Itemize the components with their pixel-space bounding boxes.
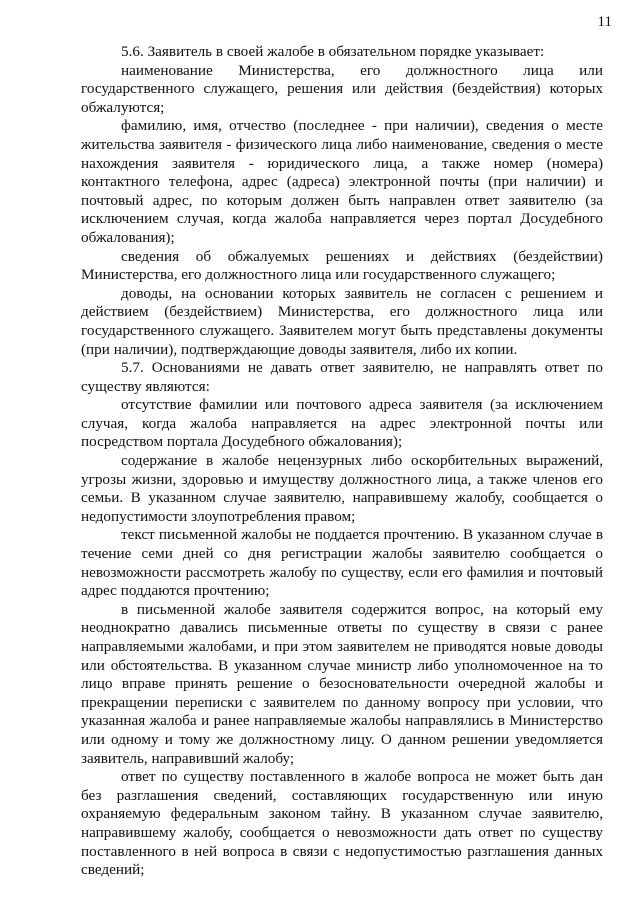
paragraph-offensive-content: содержание в жалобе нецензурных либо оскорбительных выражений, угрозы жизни, здоровью и имуществу должностного лица, а также членов его семьи. В указанном случае заявителю, направившему жалобу, сообщается о недопустимости злоупотребления правом;: [81, 452, 603, 525]
paragraph-unreadable-text: текст письменной жалобы не поддается прочтению. В указанном случае в течение семи дней со дня регистрации жалобы заявителю сообщается о невозможности рассмотреть жалобу по существу, если его фамилия и почтовый адрес поддаются прочтению;: [81, 526, 603, 600]
paragraph-applicant-details: фамилию, имя, отчество (последнее - при наличии), сведения о месте жительства заявителя - физического лица либо наименование, сведения о месте нахождения заявителя - юридического лица, а также номер (номера) контактного телефона, адрес (адреса) электронной почты (при наличии) и почтовый адрес, по которым должен быть направлен ответ заявителю (за исключением случая, когда жалоба направляется через портал Досудебного обжалования);: [81, 117, 603, 246]
paragraph-5-7-heading: 5.7. Основаниями не давать ответ заявителю, не направлять ответ по существу являются:: [81, 359, 603, 395]
document-body: [81, 43, 603, 880]
paragraph-missing-name-address: отсутствие фамилии или почтового адреса заявителя (за исключением случая, когда жалоба направляется на адрес электронной почты или посредством портала Досудебного обжалования);: [81, 396, 603, 451]
paragraph-state-secret: ответ по существу поставленного в жалобе вопроса не может быть дан без разглашения сведений, составляющих государственную или иную охраняемую федеральным законом тайну. В указанном случае заявителю, направившему жалобу, сообщается о невозможности дать ответ по существу поставленного в ней вопроса в связи с недопустимостью разглашения данных сведений;: [81, 768, 603, 879]
page-number: 11: [597, 14, 612, 30]
paragraph-appealed-decisions: сведения об обжалуемых решениях и действиях (бездействии) Министерства, его должностного лица или государственного служащего;: [81, 247, 603, 284]
paragraph-arguments: доводы, на основании которых заявитель не согласен с решением и действием (бездействием) Министерства, его должностного лица или государственного служащего. Заявителем могут быть представлены документы (при наличии), подтверждающие доводы заявителя, либо их копии.: [81, 284, 603, 358]
paragraph-5-6-heading: 5.6. Заявитель в своей жалобе в обязательном порядке указывает:: [121, 43, 545, 60]
paragraph-ministry-name: наименование Министерства, его должностного лица или государственного служащего, решения или действия (бездействия) которых обжалуются;: [81, 61, 603, 116]
paragraph-repeated-question: в письменной жалобе заявителя содержится вопрос, на который ему неоднократно давались письменные ответы по существу в связи с ранее направляемыми жалобами, и при этом заявителем не приводятся новые доводы или обстоятельства. В указанном случае министр либо уполномоченное на то лицо вправе принять решение о безосновательности очередной жалобы и прекращении переписки с заявителем по данному вопросу при условии, что указанная жалоба и ранее направляемые жалобы направлялись в Министерство или одному и тому же должностному лицу. О данном решении уведомляется заявитель, направивший жалобу;: [81, 600, 603, 767]
